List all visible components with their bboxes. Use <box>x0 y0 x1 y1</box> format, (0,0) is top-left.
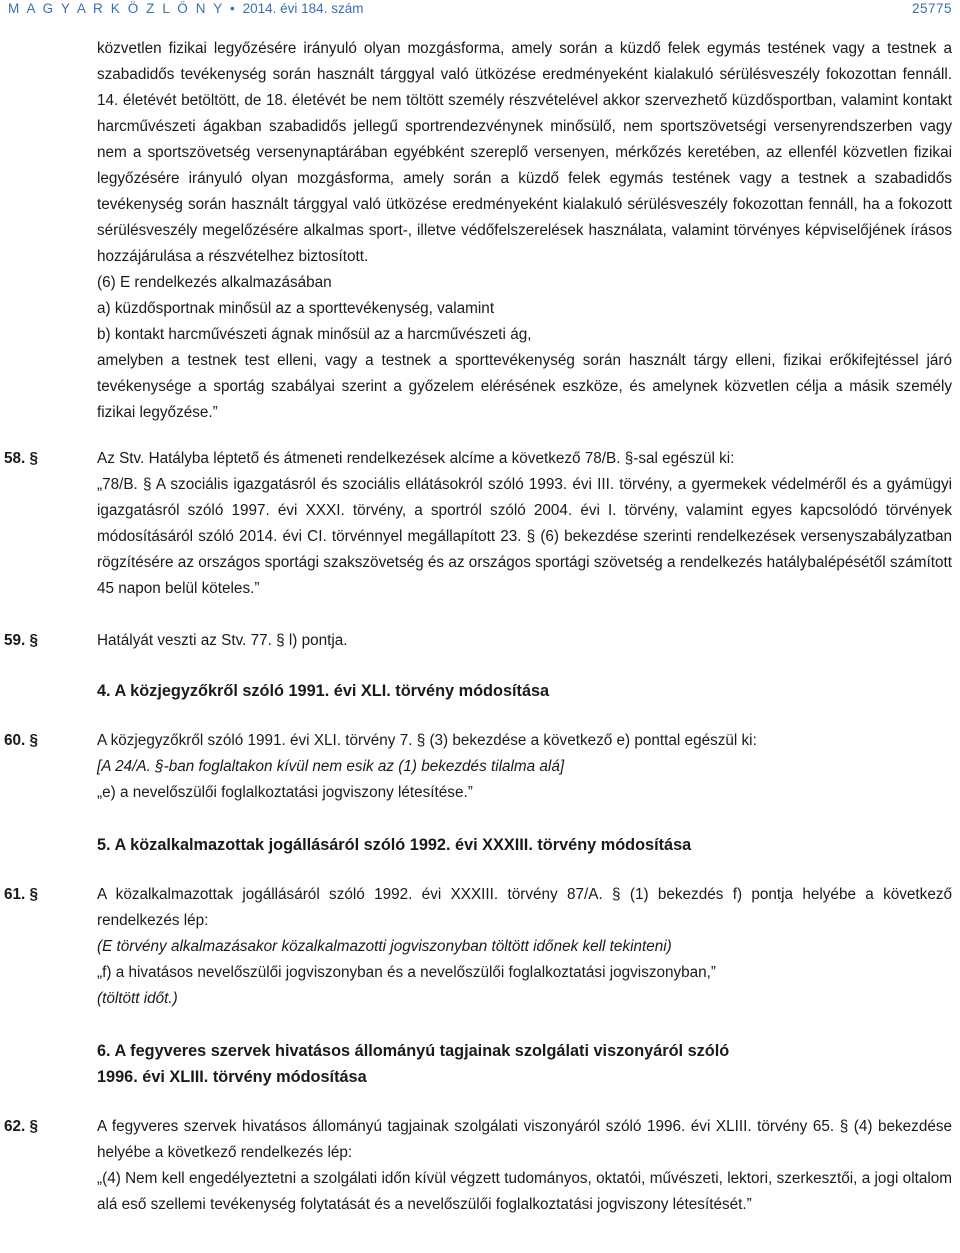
section-intro: A közalkalmazottak jogállásáról szóló 1992. évi XXXIII. törvény 87/A. § (1) bekezdés f) pontja helyébe a következő rendelkezés lép: <box>97 886 952 929</box>
document-body <box>0 36 960 1218</box>
heading-line: 6. A fegyveres szervek hivatásos állományú tagjainak szolgálati viszonyáról szóló <box>97 1042 730 1060</box>
section-body <box>97 628 952 654</box>
continuation-paragraph: közvetlen fizikai legyőzésére irányuló olyan mozgásforma, amely során a küzdő felek egymás testének vagy a testnek a szabadidős tevékenység során használt tárggyal való ütközése eredményeként kialakuló sérülésveszély fokozottan fennáll. 14. életévét betöltött, de 18. életévét be nem töltött személy részvételével akkor szervezhető küzdősportban, valamint kontakt harcművészeti ágakban szabadidős jellegű sportrendezvénynek minősülő, nem sportszövetségi versenyrendszerben vagy nem a sportszövetség versenynaptárában egyébként szereplő versenyen, mérkőzés keretében, az ellenfél közvetlen fizikai legyőzésére irányuló olyan mozgásforma, amely során a küzdő felek egymás testének vagy a testnek a szabadidős tevékenység során használt tárggyal való ütközése eredményeként kialakuló sérülésveszély fokozottan fennáll, ha a fokozott sérülésveszély megelőzésére alkalmas sport-, illetve védőfelszerelések használata, valamint törvényes képviselőjének írásos hozzájárulása a részvételhez biztosított. <box>97 40 952 265</box>
page-header <box>8 0 952 22</box>
heading-line: 1996. évi XLIII. törvény módosítása <box>97 1068 367 1086</box>
heading-section-4: 4. A közjegyzőkről szóló 1991. évi XLI. törvény módosítása <box>97 682 550 700</box>
section-60 <box>0 728 960 806</box>
section-61 <box>0 882 960 1012</box>
section-body <box>97 882 952 1012</box>
publication-title: M A G Y A R K Ö Z L Ö N Y <box>8 1 225 16</box>
section-intro: Az Stv. Hatályba léptető és átmeneti rendelkezések alcíme a következő 78/B. §-sal egészül ki: <box>97 450 735 467</box>
section-text: Hatályát veszti az Stv. 77. § l) pontja. <box>97 632 348 649</box>
definition-intro: (6) E rendelkezés alkalmazásában <box>97 274 332 291</box>
section-text: „(4) Nem kell engedélyeztetni a szolgálati időn kívül végzett tudományos, oktatói, művészeti, lektori, szerkesztői, a jogi oltalom alá eső szellemi tevékenység folytatását és a nevelőszülői foglalkoztatási jogviszony létesítését.” <box>97 1170 952 1213</box>
section-58 <box>0 446 960 602</box>
heading-section-6 <box>0 1038 960 1090</box>
section-number: 58. § <box>4 450 39 467</box>
section-number: 61. § <box>4 886 39 903</box>
section-text: „78/B. § A szociális igazgatásról és szociális ellátásokról szóló 1993. évi III. törvény, a gyermekek védelméről és a gyámügyi igazgatásról szóló 1997. évi XXXI. törvény, a sportról szóló 2004. évi I. törvény, valamint egyes kapcsolódó törvények módosításáról szóló 2014. évi CI. törvénnyel megállapított 23. § (6) bekezdése szerinti rendelkezések versenyszabályzatban rögzítésére az országos sportági szakszövetség és az országos sportági szövetség a rendelkezés hatálybalépésétől számított 45 napon belül köteles.” <box>97 476 952 597</box>
section-intro: A közjegyzőkről szóló 1991. évi XLI. törvény 7. § (3) bekezdése a következő e) ponttal egészül ki: <box>97 732 757 749</box>
section-text: „e) a nevelőszülői foglalkoztatási jogviszony létesítése.” <box>97 784 473 801</box>
section-text: „f) a hivatásos nevelőszülői jogviszonyban és a nevelőszülői foglalkoztatási jogviszonyban,” <box>97 964 717 981</box>
definition-closing: amelyben a testnek test elleni, vagy a testnek a sporttevékenység során használt tárgy elleni, fizikai erőkifejtéssel járó tevékenysége a sportág szabályai szerint a győzelem elérésének eszköze, és amelynek közvetlen célja a másik személy fizikai legyőzése.” <box>97 352 952 421</box>
heading-section-5: 5. A közalkalmazottak jogállásáról szóló 1992. évi XXXIII. törvény módosítása <box>97 836 692 854</box>
header-left <box>8 0 363 18</box>
section-italic: (E törvény alkalmazásakor közalkalmazotti jogviszonyban töltött időnek kell tekinteni) <box>97 938 672 955</box>
section-italic-closing: (töltött időt.) <box>97 990 178 1007</box>
section-number: 59. § <box>4 632 39 649</box>
continuation-block <box>0 36 960 426</box>
section-body <box>97 1114 952 1218</box>
issue-label: 2014. évi 184. szám <box>242 1 364 16</box>
definition-a: a) küzdősportnak minősül az a sporttevékenység, valamint <box>97 300 495 317</box>
page-number: 25775 <box>911 1 952 16</box>
section-body <box>97 728 952 806</box>
section-59 <box>0 628 960 654</box>
header-bullet: • <box>229 1 237 16</box>
section-number: 62. § <box>4 1118 39 1135</box>
section-italic: [A 24/A. §-ban foglaltakon kívül nem esik az (1) bekezdés tilalma alá] <box>97 758 565 775</box>
section-intro: A fegyveres szervek hivatásos állományú tagjainak szolgálati viszonyáról szóló 1996. évi XLIII. törvény 65. § (4) bekezdése helyébe a következő rendelkezés lép: <box>97 1118 952 1161</box>
definition-b: b) kontakt harcművészeti ágnak minősül az a harcművészeti ág, <box>97 326 532 343</box>
section-62 <box>0 1114 960 1218</box>
section-number: 60. § <box>4 732 39 749</box>
section-body <box>97 446 952 602</box>
